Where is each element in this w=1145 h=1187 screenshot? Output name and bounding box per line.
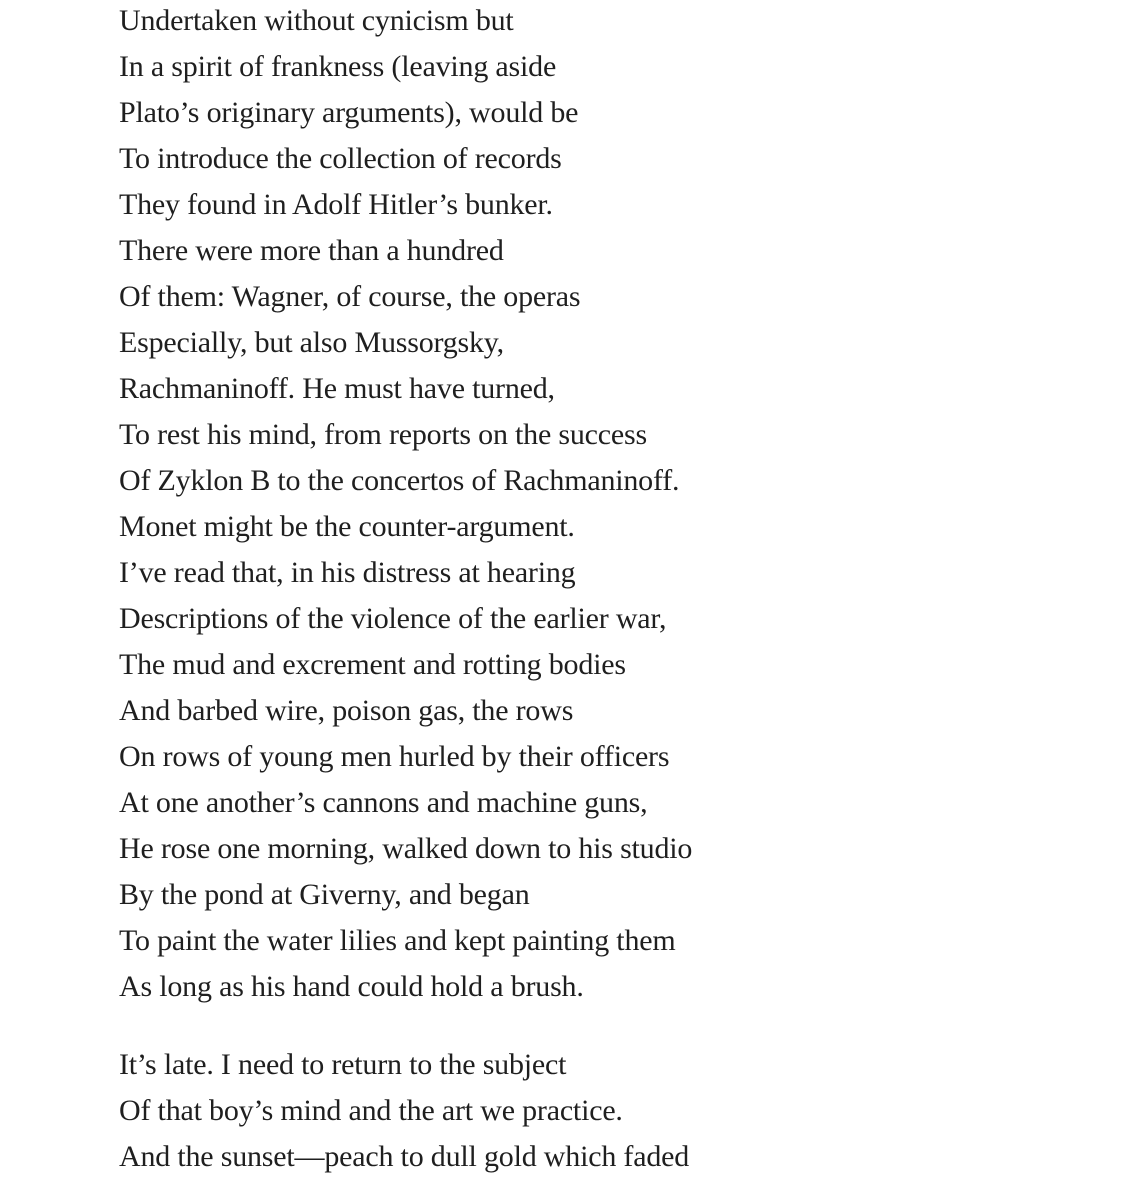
- poem-line: Monet might be the counter-argument.: [119, 510, 575, 543]
- stanza-2: [119, 1042, 1119, 1180]
- poem-line: In a spirit of frankness (leaving aside: [119, 50, 557, 83]
- poem-line: Plato’s originary arguments), would be: [119, 96, 579, 129]
- poem-line: There were more than a hundred: [119, 234, 504, 267]
- poem-line: By the pond at Giverny, and began: [119, 878, 530, 911]
- poem-line: Of that boy’s mind and the art we practice.: [119, 1094, 623, 1127]
- poem-line: Descriptions of the violence of the earlier war,: [119, 602, 667, 635]
- poem-line: And barbed wire, poison gas, the rows: [119, 694, 574, 727]
- poem-line: Of Zyklon B to the concertos of Rachmaninoff.: [119, 464, 680, 497]
- poem-line: To paint the water lilies and kept painting them: [119, 924, 676, 957]
- poem-line: It’s late. I need to return to the subject: [119, 1048, 567, 1081]
- poem-line: They found in Adolf Hitler’s bunker.: [119, 188, 553, 221]
- poem-line: As long as his hand could hold a brush.: [119, 970, 584, 1003]
- stanza-1: [119, 0, 1119, 1010]
- poem-line: At one another’s cannons and machine guns,: [119, 786, 648, 819]
- poem-line: Especially, but also Mussorgsky,: [119, 326, 504, 359]
- poem-line: Of them: Wagner, of course, the operas: [119, 280, 581, 313]
- poem-line: Undertaken without cynicism but: [119, 4, 514, 37]
- poem-body: [119, 0, 1119, 1180]
- poem-line: And the sunset—peach to dull gold which faded: [119, 1140, 690, 1173]
- poem-line: To introduce the collection of records: [119, 142, 562, 175]
- poem-line: Rachmaninoff. He must have turned,: [119, 372, 555, 405]
- poem-line: The mud and excrement and rotting bodies: [119, 648, 626, 681]
- poem-line: On rows of young men hurled by their officers: [119, 740, 670, 773]
- poem-line: I’ve read that, in his distress at hearing: [119, 556, 576, 589]
- poem-line: He rose one morning, walked down to his studio: [119, 832, 693, 865]
- poem-line: To rest his mind, from reports on the success: [119, 418, 647, 451]
